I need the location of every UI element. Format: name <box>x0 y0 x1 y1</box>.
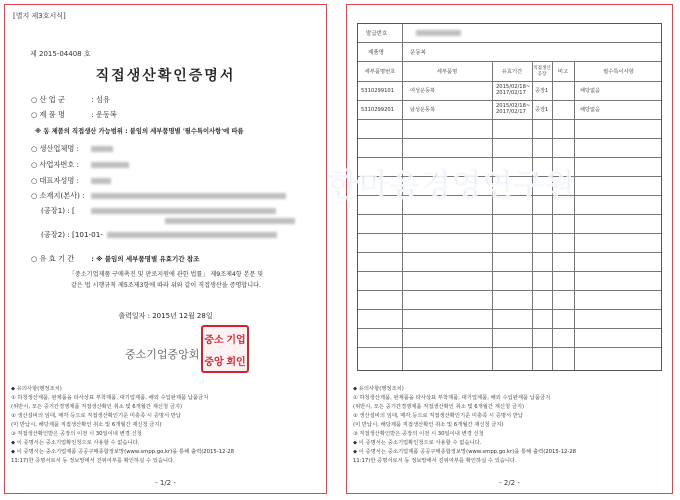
empty-row <box>358 310 661 329</box>
note-line: (미 반납시, 해당제품 직접생산확인 취소 및 6개월간 재신청 금지) <box>353 422 504 428</box>
field-label: ○ 유 효 기 간 <box>31 254 75 263</box>
note-line: ◆ 이 증명서는 중소기업제품 공공구매종합정보망(www.smpp.go.kr)을 통해 출력(2015-12-28 <box>353 449 577 455</box>
redacted-value <box>165 218 295 224</box>
empty-row <box>358 329 661 348</box>
row-period: 2015/02/18~ 2017/02/17 <box>496 103 531 115</box>
document-title: 직접생산확인증명서 <box>95 68 236 84</box>
field-label: ○ 생산업체명 : <box>31 144 79 153</box>
note-line: 11:17)한 증명서로서 동 정보망에서 진위여부를 확인하실 수 있습니다. <box>353 458 517 464</box>
field-label: (공장2) : [101-01- <box>41 230 103 239</box>
table-row <box>358 101 661 120</box>
note-line: ◆ 이 증명서는 중소기업제품 공공구매종합정보망(www.smpp.go.kr)을 통해 출력(2015-12-28 <box>11 449 235 455</box>
redacted-value <box>91 178 111 184</box>
column-header: 세부품명 <box>436 68 458 75</box>
issue-number-row <box>358 24 661 43</box>
row-special: 해당없음 <box>580 88 601 94</box>
note-line: ① 하청생산제품, 완제품을 타사상표 부착제품, 대기업제품, 해외 수입완제품 납품금지 <box>11 395 209 401</box>
column-header: 직접생산 공장 <box>533 65 551 77</box>
field-industry <box>31 95 110 105</box>
field-head-office <box>31 191 286 201</box>
empty-row <box>358 139 661 158</box>
field-label: ○ 대표자성명 : <box>31 176 79 185</box>
row-code: 5310299201 <box>361 107 395 113</box>
caution-notes <box>11 385 320 466</box>
row-name: 여성운동복 <box>410 88 436 94</box>
empty-row <box>358 272 661 291</box>
empty-row <box>358 348 661 371</box>
redacted-value <box>91 208 276 214</box>
note-line: ◆ 이 증명서는 중소기업확인청으로 사용할 수 없습니다. <box>11 440 140 446</box>
certificate-number: 제 2015-04408 호 <box>30 50 91 58</box>
page-number: - 1/2 - <box>155 479 176 487</box>
column-header: 유효기간 <box>501 68 523 75</box>
note-line: (위반시, 모든 중기간경쟁제품 직접생산확인 취소 및 6개월간 재신청 금지) <box>11 404 183 410</box>
empty-row <box>358 234 661 253</box>
field-business-number <box>31 160 129 170</box>
field-value: : 섬유 <box>91 95 110 104</box>
note-line: ② 생산설비의 임대, 매각 등으로 직접생산확인기준 미충족 시 증명서 반납 <box>11 413 181 419</box>
field-company <box>31 144 113 154</box>
caution-notes <box>353 385 666 466</box>
certification-statement <box>35 269 297 291</box>
product-name-row <box>358 43 661 62</box>
empty-row <box>358 215 661 234</box>
watermark-text: 한마음경영연구원 <box>328 168 576 204</box>
table-row <box>358 82 661 101</box>
field-label: ○ 소재지(본사) : <box>31 191 85 200</box>
certificate-page-1 <box>4 4 327 494</box>
note-line: ◆ 유의사항(행정조치) <box>11 386 62 392</box>
column-header: 필수특이사항 <box>603 68 634 75</box>
row-code: 5310299101 <box>361 88 395 94</box>
column-header: 세부품명번호 <box>364 68 396 75</box>
page-number: - 2/2 - <box>499 479 520 487</box>
column-header: 비고 <box>557 68 569 75</box>
redacted-value <box>107 232 277 238</box>
empty-row <box>358 120 661 139</box>
empty-row <box>358 291 661 310</box>
note-line: ③ 직접생산확인받은 공장의 이전 시 30일이내 변경 신청 <box>353 431 484 437</box>
note-line: ② 생산설비의 임대, 매각 등으로 직접생산확인기준 미충족 시 증명서 반납 <box>353 413 523 419</box>
field-label: ○ 제 품 명 <box>31 110 65 119</box>
note-line: ① 하청생산제품, 완제품을 타사상표 부착제품, 대기업제품, 해외 수입완제품 납품금지 <box>353 395 551 401</box>
field-validity <box>31 254 199 264</box>
redacted-value <box>91 146 113 152</box>
field-label: (공장1) : [ <box>41 206 75 215</box>
scope-note: ※ 동 제품의 직접생산 가능범위 : 붙임의 세부품명별 '필수특이사항'에 따름 <box>35 128 244 135</box>
certificate-page-2 <box>346 4 673 494</box>
row-factory: 공장1 <box>535 107 549 113</box>
field-value: : ※ 붙임의 세부품명별 유효기간 참조 <box>91 255 200 263</box>
note-line: (미 반납시, 해당제품 직접생산확인 취소 및 6개월간 재신청 금지) <box>11 422 162 428</box>
field-value: : 운동복 <box>91 110 117 119</box>
field-label: ○ 산 업 군 <box>31 95 65 104</box>
statement-line: 같은 법 시행규칙 제5조제3항에 따라 위와 같이 직접생산을 증명합니다. <box>70 282 261 289</box>
field-product <box>31 110 117 120</box>
row-special: 해당없음 <box>580 107 601 113</box>
note-line: ③ 직접생산확인받은 공장의 이전 시 30일이내 변경 신청 <box>11 431 142 437</box>
form-number: [별지 제3호서식] <box>13 12 66 20</box>
table-header <box>358 62 661 82</box>
redacted-value <box>91 193 286 199</box>
issuer-name: 중소기업중앙회 <box>125 348 200 361</box>
row-name: 남성운동복 <box>410 107 436 113</box>
row-label: 발급번호 <box>366 31 388 37</box>
row-period: 2015/02/18~ 2017/02/17 <box>496 84 531 96</box>
redacted-value <box>416 30 461 36</box>
product-name-value: 운동복 <box>410 50 426 56</box>
empty-row <box>358 253 661 272</box>
statement-line: 「중소기업제품 구매촉진 및 판로지원에 관한 법률」 제9조제4항 본문 및 <box>68 271 264 278</box>
row-label: 제품명 <box>368 50 384 56</box>
note-line: 11:17)한 증명서로서 동 정보망에서 진위여부를 확인하실 수 있습니다. <box>11 458 175 464</box>
official-seal: 중소 기업 중앙 회인 <box>201 325 249 373</box>
note-line: ◆ 이 증명서는 중소기업확인청으로 사용할 수 없습니다. <box>353 440 482 446</box>
issue-date: 출력일자 : 2015년 12월 28일 <box>118 312 213 320</box>
note-line: (위반시, 모든 중기간경쟁제품 직접생산확인 취소 및 6개월간 재신청 금지) <box>353 404 525 410</box>
redacted-value <box>91 162 129 168</box>
field-factory-1 <box>41 206 276 216</box>
row-factory: 공장1 <box>535 88 549 94</box>
note-line: ◆ 유의사항(행정조치) <box>353 386 404 392</box>
field-factory-2 <box>41 230 277 240</box>
field-label: ○ 사업자번호 : <box>31 160 79 169</box>
field-representative <box>31 176 111 186</box>
